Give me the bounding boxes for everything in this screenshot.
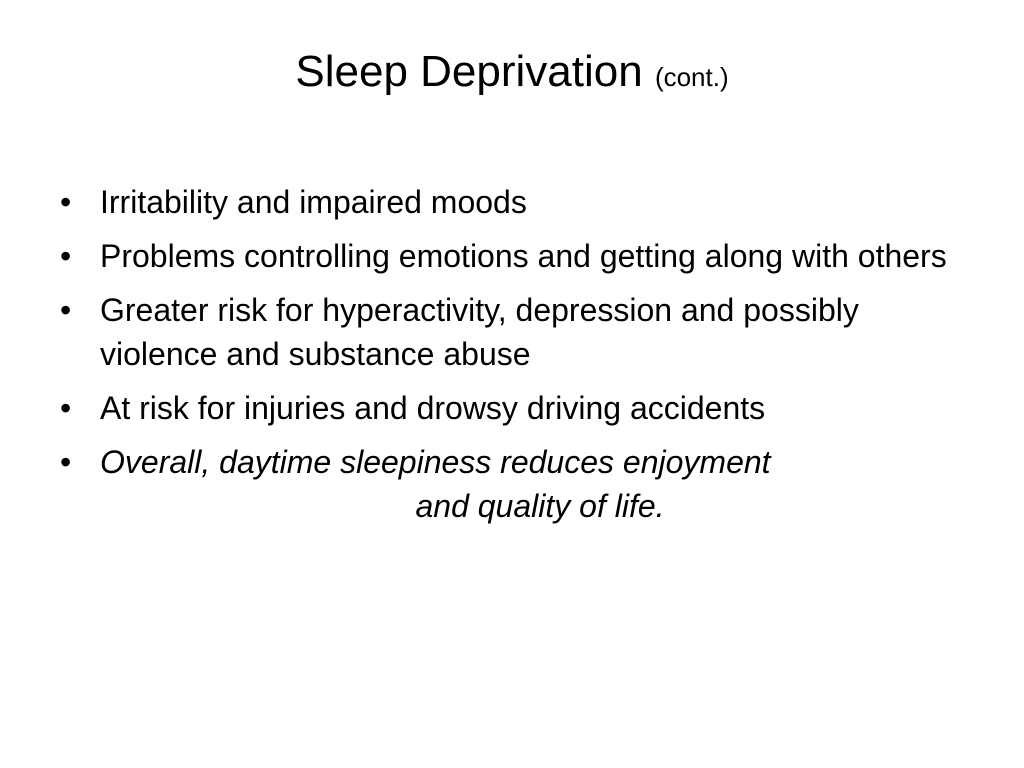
slide-title (0, 42, 1024, 107)
bullet-text-summary (100, 444, 980, 528)
bullet-text: Problems controlling emotions and getting along with others (100, 238, 947, 274)
bullet-icon: • (60, 184, 72, 220)
bullet-icon: • (60, 390, 72, 426)
slide-title-suffix: (cont.) (654, 62, 729, 92)
bullet-item (60, 180, 980, 224)
bullet-item-summary (60, 440, 980, 528)
summary-line-1: Overall, daytime sleepiness reduces enjoyment (100, 444, 771, 480)
bullet-item (60, 288, 980, 376)
bullet-icon: • (60, 292, 72, 328)
bullet-item (60, 386, 980, 430)
bullet-list (60, 180, 980, 538)
bullet-text: Irritability and impaired moods (100, 184, 527, 220)
summary-line-2: and quality of life. (415, 488, 665, 524)
bullet-icon: • (60, 444, 72, 480)
bullet-icon: • (60, 238, 72, 274)
bullet-text: Greater risk for hyperactivity, depression and possibly violence and substance abuse (100, 292, 859, 372)
bullet-text: At risk for injuries and drowsy driving accidents (100, 390, 766, 426)
bullet-item (60, 234, 980, 278)
slide-title-main: Sleep Deprivation (295, 47, 643, 96)
